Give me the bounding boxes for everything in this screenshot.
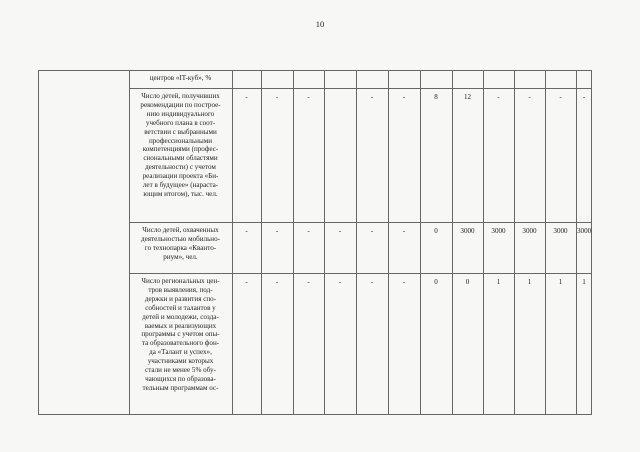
indicator-value: 0 — [434, 227, 438, 235]
indicator-value: 3000 — [553, 227, 568, 235]
indicator-value: - — [275, 278, 279, 286]
indicator-value: - — [370, 93, 374, 101]
page-number: 10 — [315, 19, 325, 29]
indicator-table — [38, 70, 592, 414]
indicator-value: - — [370, 227, 374, 235]
table-hline — [129, 222, 592, 223]
table-vline — [261, 70, 262, 414]
indicator-description-line: учебного плана в соот- — [145, 118, 216, 127]
table-hline — [38, 70, 592, 71]
table-hline — [38, 414, 592, 415]
indicator-description-line: детей и молодежи, созда- — [142, 312, 219, 321]
indicator-description-line: чающихся по образова- — [145, 374, 216, 383]
indicator-description-line: го технопарка «Кванто- — [144, 243, 217, 252]
indicator-value: 1 — [527, 278, 532, 286]
indicator-value: - — [307, 278, 310, 286]
indicator-value: - — [559, 93, 562, 101]
indicator-value: - — [245, 278, 248, 286]
indicator-value: 1 — [558, 278, 563, 286]
indicator-value: 3000 — [577, 227, 592, 235]
indicator-description-line: Число детей, получивших — [141, 92, 220, 100]
indicator-description-line: собностей и талантов у — [145, 303, 216, 312]
indicator-value: - — [402, 93, 406, 101]
indicator-value: - — [338, 278, 342, 286]
indicator-description-line: профессиональными — [148, 136, 213, 145]
indicator-value: - — [245, 227, 248, 235]
indicator-value: 8 — [434, 93, 438, 101]
indicator-value: 0 — [434, 278, 438, 286]
indicator-value: - — [245, 93, 248, 101]
indicator-description-line: центров «IT-куб», % — [149, 74, 212, 82]
indicator-description-line: та образовательного фон- — [141, 339, 220, 348]
indicator-value: - — [370, 278, 374, 286]
indicator-description-line: сиональными областями — [143, 154, 218, 163]
indicator-description-line: тельным программам ос- — [142, 383, 219, 392]
indicator-value: 3000 — [491, 227, 506, 235]
indicator-description-line: программы с учетом опы- — [141, 330, 220, 339]
table-vline — [514, 70, 515, 414]
indicator-description-line: деятельностью мобильно- — [140, 234, 221, 243]
indicator-description-line: ваемых и реализующих — [144, 321, 217, 330]
indicator-value: 3000 — [522, 227, 537, 235]
indicator-description-line: риум», чел. — [163, 252, 198, 261]
indicator-description-line: держки и развития спо- — [144, 294, 217, 303]
indicator-value: - — [528, 93, 531, 101]
table-vline — [591, 70, 592, 414]
table-vline — [356, 70, 357, 414]
indicator-value: - — [275, 93, 279, 101]
indicator-description-line: реализации проекта «Би- — [142, 172, 219, 181]
indicator-description-line: деятельности) с учетом — [145, 163, 216, 172]
indicator-value: 1 — [496, 278, 501, 286]
indicator-description-line: лет в будущее» (нараста- — [142, 181, 219, 189]
indicator-value: - — [582, 93, 586, 101]
indicator-description-line: тров выявления, под- — [148, 285, 213, 294]
table-vline — [293, 70, 294, 414]
indicator-value: - — [402, 278, 406, 286]
indicator-value: 12 — [463, 93, 472, 101]
indicator-value: 1 — [582, 278, 586, 286]
indicator-value: - — [338, 227, 342, 235]
table-vline — [324, 70, 325, 414]
table-hline — [129, 88, 592, 89]
indicator-description-line: нию индивидуального — [146, 109, 215, 118]
indicator-value: - — [307, 227, 310, 235]
indicator-value: - — [497, 93, 500, 101]
indicator-description-line: ветствии с выбранными — [144, 127, 217, 136]
table-vline — [452, 70, 453, 414]
table-vline — [483, 70, 484, 414]
table-vline — [545, 70, 546, 414]
indicator-value: 3000 — [460, 227, 475, 235]
table-vline — [388, 70, 389, 414]
indicator-value: - — [307, 93, 310, 101]
indicator-value: 0 — [465, 278, 470, 286]
indicator-description-line: рекомендации по построе- — [140, 100, 221, 109]
table-vline — [38, 70, 39, 414]
indicator-description-line: Число детей, охваченных — [142, 226, 219, 234]
indicator-description-line: участниками которых — [147, 357, 214, 366]
table-vline — [576, 70, 577, 414]
indicator-description-line: Число региональных цен- — [141, 277, 220, 285]
indicator-value: - — [402, 227, 406, 235]
indicator-description-line: стали не менее 5% обу- — [145, 366, 216, 374]
table-vline — [232, 70, 233, 414]
indicator-value: - — [275, 227, 279, 235]
indicator-description-line: ющим итогом), тыс. чел. — [143, 189, 218, 198]
indicator-description-line: компетенциями (профес- — [142, 145, 219, 154]
table-vline — [420, 70, 421, 414]
table-hline — [129, 273, 592, 274]
indicator-description-line: да «Талант и успех», — [149, 348, 212, 357]
